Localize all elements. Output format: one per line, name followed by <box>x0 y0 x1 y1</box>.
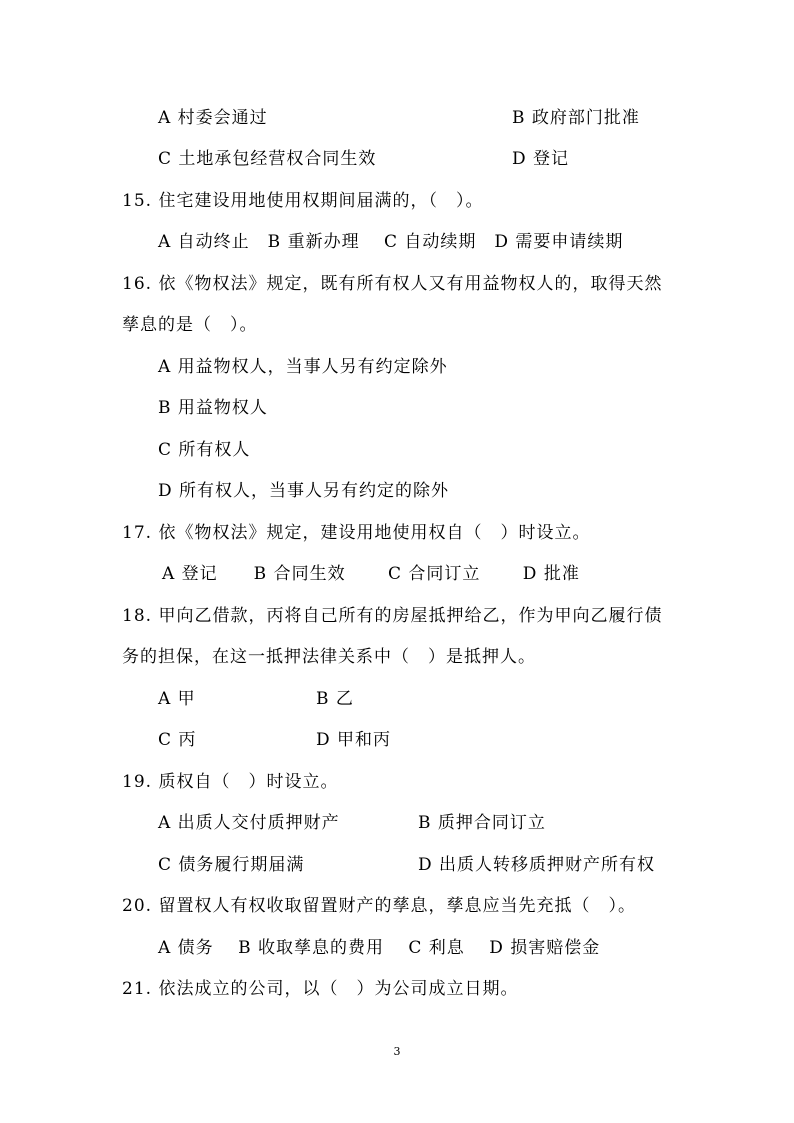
q18-option-c: C 丙 <box>158 730 197 750</box>
q17-options: A 登记 B 合同生效 C 合同订立 D 批准 <box>162 564 580 584</box>
q17-stem: 17. 依《物权法》规定，建设用地使用权自（ ）时设立。 <box>122 523 591 543</box>
q14-option-b: B 政府部门批准 <box>512 108 640 128</box>
q19-option-b: B 质押合同订立 <box>418 813 546 833</box>
q18-option-b: B 乙 <box>316 689 354 709</box>
q16-stem-line1: 16. 依《物权法》规定，既有所有权人又有用益物权人的，取得天然 <box>122 274 663 294</box>
q18-option-d: D 甲和丙 <box>316 730 392 750</box>
q16-stem-line2: 孳息的是（ ）。 <box>122 315 258 335</box>
q21-stem: 21. 依法成立的公司，以（ ）为公司成立日期。 <box>122 979 519 999</box>
q19-stem: 19. 质权自（ ）时设立。 <box>122 772 339 792</box>
q20-options: A 债务 B 收取孳息的费用 C 利息 D 损害赔偿金 <box>158 938 601 958</box>
q20-stem: 20. 留置权人有权收取留置财产的孳息，孳息应当先充抵（ ）。 <box>122 896 636 916</box>
q16-option-b: B 用益物权人 <box>158 398 268 418</box>
q19-option-c: C 债务履行期届满 <box>158 855 305 875</box>
q14-option-a: A 村委会通过 <box>158 108 268 128</box>
q15-stem: 15. 住宅建设用地使用权期间届满的，（ ）。 <box>122 191 484 211</box>
q16-option-a: A 用益物权人，当事人另有约定除外 <box>158 357 448 377</box>
q18-stem-line1: 18. 甲向乙借款，丙将自己所有的房屋抵押给乙，作为甲向乙履行债 <box>122 606 663 626</box>
q14-option-c: C 土地承包经营权合同生效 <box>158 149 377 169</box>
q19-option-a: A 出质人交付质押财产 <box>158 813 340 833</box>
q14-option-d: D 登记 <box>512 149 570 169</box>
page-number: 3 <box>393 1045 401 1058</box>
q16-option-c: C 所有权人 <box>158 440 251 460</box>
q18-stem-line2: 务的担保，在这一抵押法律关系中（ ）是抵押人。 <box>122 647 536 667</box>
q15-options: A 自动终止 B 重新办理 C 自动续期 D 需要申请续期 <box>158 232 624 252</box>
q16-option-d: D 所有权人，当事人另有约定的除外 <box>158 481 450 501</box>
q19-option-d: D 出质人转移质押财产所有权 <box>418 855 656 875</box>
q18-option-a: A 甲 <box>158 689 196 709</box>
